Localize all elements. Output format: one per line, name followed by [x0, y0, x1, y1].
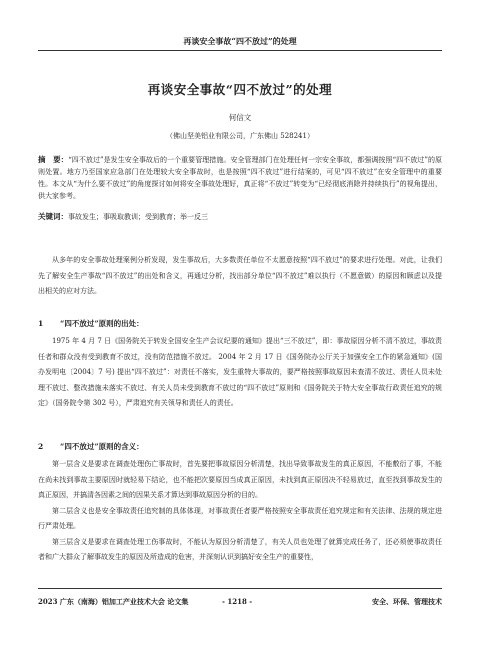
- keywords-text: 事故发生；事吸取教训；受到教育；举一反三: [68, 213, 208, 221]
- section-heading-2: [38, 441, 144, 452]
- footer-rule: [38, 588, 442, 589]
- keywords: [38, 211, 442, 223]
- section-1-paragraph: 1975 年 4 月 7 日《国务院关于转发全国安全生产会议纪要的通知》提出“三不放过”，即：事故原因分析不清不放过，事故责任者和群众没有受到教育不放过，没有防范措施不放过。 2004 年 2 月 17 日《国务院办公厅关于加强安全工作的紧急通知》(国办发明电〔2004〕7 号) 提出“四不放过”：对责任不落实，发生重特大事故的，要严格按照事故原因未查清不放过、责任人员未处理不放过、整改措施未落实不放过、有关人员未受到教育不放过的“四不放过”原则和《国务院关于特大安全事故行政责任追究的规定》（国务院令第 302 号），严肃追究有关领导和责任人的责任。: [38, 337, 442, 407]
- section-1-body: [38, 334, 442, 412]
- abstract-label: 摘 要：: [38, 155, 69, 164]
- intro: [38, 253, 442, 300]
- paper-title: 再谈安全事故“四不放过”的处理: [147, 82, 333, 97]
- section-title-1: “四不放过”原则的出处：: [60, 319, 144, 328]
- abstract-text: “四不放过”是发生安全事故后的一个重要管理措施。安全管理部门在处理任何一宗安全事故，都强调按照“四不放过”的原则处置。地方乃至国家应急部门在处理较大安全事故时，也是按照“四不放过”进行结案的，可见“四不放过”在安全管理中的重要性。本文从“为什么要不放过”的角度探讨如何将安全事故处理好，真正将“不放过”转变为“已经彻底消除并持续执行”的视角提出，供大家参考。: [38, 156, 442, 200]
- section-2-paragraph: 第二层含义也是安全事故责任追究制的具体体现，对事故责任者要严格按照安全事故责任追究规定和有关法律、法规的规定进行严肃处理。: [38, 506, 442, 530]
- keywords-label: 关键词：: [38, 212, 68, 221]
- author: 何信文: [228, 113, 252, 122]
- footer-proceedings: 2023 广东（南海）铝加工产业技术大会 论文集: [38, 597, 189, 606]
- section-number-2: 2: [38, 442, 44, 451]
- section-heading-1: [38, 318, 144, 329]
- section-2-paragraph: 第三层含义是要求在调查处理工伤事故时，不能认为原因分析清楚了，有关人员也处理了就算完成任务了，还必须使事故责任者和广大群众了解事故发生的原因及所造成的危害，并深刻认识到搞好安全生产的重要性，: [38, 537, 442, 561]
- page-number: - 1218 -: [222, 597, 253, 606]
- intro-paragraph: 从多年的安全事故处理案例分析发现，发生事故后，大多数责任单位不太愿意按照“四不放过”的要求进行处理。对此，让我们先了解安全生产事故“四不放过”的出处和含义，再通过分析，找出部分单位“四不放过”难以执行（不愿意做）的原因和顾虑以及提出相关的应对方法。: [38, 256, 442, 295]
- section-2-body: [38, 457, 442, 566]
- header-rule: [38, 50, 442, 51]
- section-2-paragraph: 第一层含义是要求在调查处理伤亡事故时，首先要把事故原因分析清楚，找出导致事故发生的真正原因，不能敷衍了事，不能在尚未找到事故主要原因时就轻易下结论，也不能把次要原因当成真正原因，未找到真正原因决不轻易放过，直至找到事故发生的真正原因，并搞清各因素之间的因果关系才算达到事故原因分析的目的。: [38, 460, 442, 499]
- running-head: 再谈安全事故“四不放过”的处理: [183, 36, 297, 46]
- section-title-2: “四不放过”原则的含义：: [60, 442, 144, 451]
- section-number-1: 1: [38, 319, 44, 328]
- footer-category: 安全、环保、管理技术: [372, 597, 442, 606]
- affiliation: （佛山坚美铝业有限公司，广东佛山 528241）: [166, 132, 314, 140]
- abstract: [38, 154, 442, 202]
